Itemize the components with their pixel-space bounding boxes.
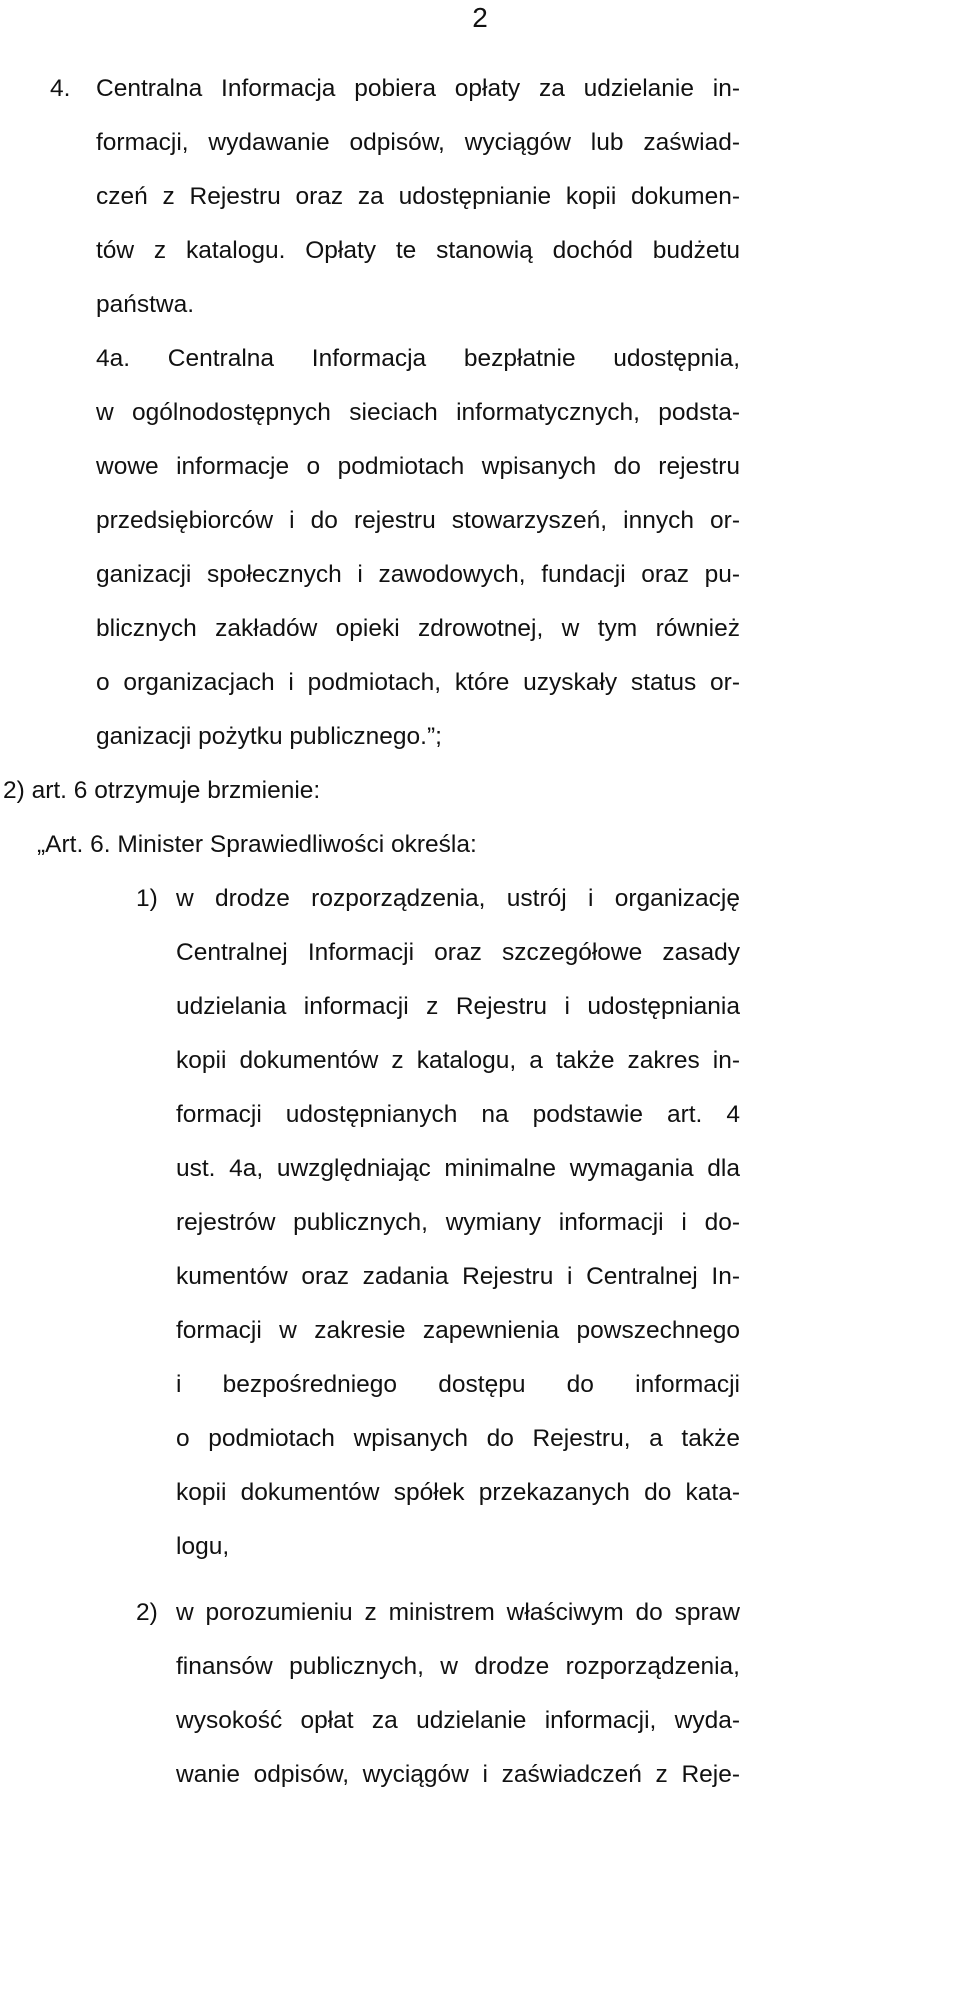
item-4-line: Centralna Informacja pobiera opłaty za udzielanie in-: [96, 75, 740, 102]
sub-item-2-line: finansów publicznych, w drodze rozporządzenia,: [176, 1653, 740, 1680]
sub-item-1-line: logu,: [176, 1533, 230, 1560]
sub-item-2-line: wanie odpisów, wyciągów i zaświadczeń z Reje-: [176, 1761, 740, 1788]
item-4a-line: ganizacji społecznych i zawodowych, fundacji oraz pu-: [96, 561, 740, 588]
art-6-intro: „Art. 6. Minister Sprawiedliwości określa:: [37, 831, 477, 858]
item-4-line: czeń z Rejestru oraz za udostępnianie kopii dokumen-: [96, 183, 740, 210]
item-4a-first-line: 4a. Centralna Informacja bezpłatnie udostępnia,: [96, 345, 740, 372]
sub-item-1-line: w drodze rozporządzenia, ustrój i organizację: [176, 885, 740, 912]
sub-item-1-line: formacji w zakresie zapewnienia powszechnego: [176, 1317, 740, 1344]
item-4-line: państwa.: [96, 291, 195, 318]
sub-item-1-line: rejestrów publicznych, wymiany informacji i do-: [176, 1209, 740, 1236]
item-4-line: tów z katalogu. Opłaty te stanowią dochód budżetu: [96, 237, 740, 264]
item-4a-line: o organizacjach i podmiotach, które uzyskały status or-: [96, 669, 740, 696]
item-4-number: 4.: [50, 75, 71, 102]
page-number: 2: [472, 2, 488, 33]
sub-item-1-line: i bezpośredniego dostępu do informacji: [176, 1371, 740, 1398]
item-4a-line: blicznych zakładów opieki zdrowotnej, w tym również: [96, 615, 740, 642]
point-2-heading: 2) art. 6 otrzymuje brzmienie:: [3, 777, 321, 804]
item-4a-line: ganizacji pożytku publicznego.”;: [96, 723, 442, 750]
sub-item-2-number: 2): [136, 1599, 158, 1626]
sub-item-1-line: kopii dokumentów z katalogu, a także zakres in-: [176, 1047, 740, 1074]
item-4a-line: w ogólnodostępnych sieciach informatycznych, podsta-: [96, 399, 740, 426]
item-4a-line: wowe informacje o podmiotach wpisanych do rejestru: [96, 453, 740, 480]
sub-item-1-line: udzielania informacji z Rejestru i udostępniania: [176, 993, 740, 1020]
sub-item-1-line: Centralnej Informacji oraz szczegółowe zasady: [176, 939, 740, 966]
sub-item-1-line: ust. 4a, uwzględniając minimalne wymagania dla: [176, 1155, 740, 1182]
sub-item-1-line: o podmiotach wpisanych do Rejestru, a także: [176, 1425, 740, 1452]
sub-item-2-line: wysokość opłat za udzielanie informacji, wyda-: [176, 1707, 740, 1734]
sub-item-1-line: kopii dokumentów spółek przekazanych do kata-: [176, 1479, 740, 1506]
item-4a-line: przedsiębiorców i do rejestru stowarzyszeń, innych or-: [96, 507, 740, 534]
item-4-line: formacji, wydawanie odpisów, wyciągów lub zaświad-: [96, 129, 740, 156]
sub-item-1-number: 1): [136, 885, 158, 912]
sub-item-1-line: formacji udostępnianych na podstawie art. 4: [176, 1101, 740, 1128]
sub-item-2-line: w porozumieniu z ministrem właściwym do spraw: [176, 1599, 740, 1626]
sub-item-1-line: kumentów oraz zadania Rejestru i Centralnej In-: [176, 1263, 740, 1290]
